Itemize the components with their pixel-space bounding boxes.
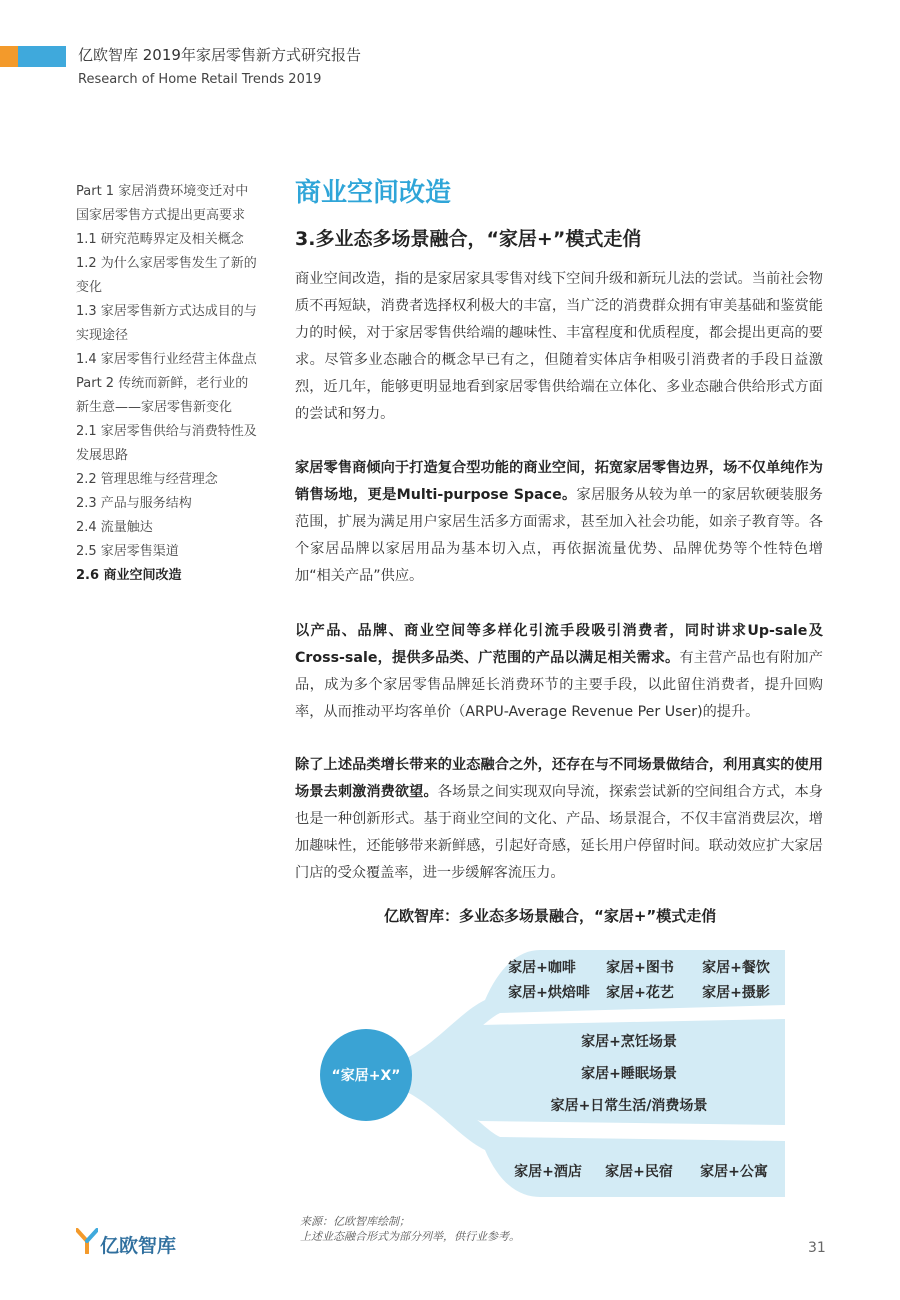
branch1-item: 家居+餐饮 xyxy=(702,960,770,976)
branch1-item: 家居+花艺 xyxy=(606,985,674,1001)
home-plus-diagram xyxy=(300,945,800,1205)
branch1-item: 家居+咖啡 xyxy=(508,960,576,976)
paragraph-3-body: 有主营产品也有附加产品，成为多个家居零售品牌延长消费环节的主要手段，以此留住消费者，提升回购率，从而推动平均客单价（ARPU-Average Revenue Per User)的提升。 xyxy=(295,650,823,720)
paragraph-4-lead: 除了上述品类增长带来的业态融合之外，还存在与不同场景做结合，利用真实的使用场景去刺激消费欲望。 xyxy=(295,757,823,800)
paragraph-1: 商业空间改造，指的是家居家具零售对线下空间升级和新玩儿法的尝试。当前社会物质不再短缺，消费者选择权利极大的丰富，当广泛的消费群众拥有审美基础和鉴赏能力的时候，对于家居零售供给端的趣味性、丰富程度和优质程度，都会提出更高的要求。尽管多业态融合的概念早已有之，但随着实体店争相吸引消费者的手段日益激烈，近几年，能够更明显地看到家居零售供给端在立体化、多业态融合供给形式方面的尝试和努力。 xyxy=(295,271,823,422)
branch3-item: 家居+民宿 xyxy=(605,1164,673,1180)
branch2-item: 家居+日常生活/消费场景 xyxy=(550,1098,708,1114)
branch2-item: 家居+烹饪场景 xyxy=(581,1034,677,1050)
toc-item[interactable]: 2.4 流量触达 xyxy=(76,520,153,535)
branch3-item: 家居+公寓 xyxy=(700,1164,768,1180)
page-number: 31 xyxy=(808,1240,826,1256)
source-note xyxy=(300,1214,520,1244)
report-subtitle: Research of Home Retail Trends 2019 xyxy=(78,72,322,87)
toc-item[interactable]: Part 1 家居消费环境变迁对中 xyxy=(76,184,249,199)
toc-item-active[interactable]: 2.6 商业空间改造 xyxy=(76,568,182,583)
logo-icon xyxy=(76,1228,98,1254)
paragraph-4-body: 各场景之间实现双向导流，探索尝试新的空间组合方式，本身也是一种创新形式。基于商业空间的文化、产品、场景混合，不仅丰富消费层次，增加趣味性，还能够带来新鲜感，引起好奇感，延长用户停留时间。联动效应扩大家居门店的受众覆盖率，进一步缓解客流压力。 xyxy=(295,784,823,881)
toc-item[interactable]: 实现途径 xyxy=(76,328,129,343)
section-title: 商业空间改造 xyxy=(295,178,452,208)
figure-title: 亿欧智库：多业态多场景融合，“家居+”模式走俏 xyxy=(384,907,717,925)
toc-item[interactable]: Part 2 传统而新鲜，老行业的 xyxy=(76,376,249,391)
toc-item[interactable]: 变化 xyxy=(76,280,103,295)
paragraph-2-lead: 家居零售商倾向于打造复合型功能的商业空间，拓宽家居零售边界，场不仅单纯作为销售场地，更是Multi-purpose Space。 xyxy=(295,460,823,503)
source-line-2: 上述业态融合形式为部分列举，供行业参考。 xyxy=(300,1230,520,1243)
toc-item[interactable]: 1.3 家居零售新方式达成目的与 xyxy=(76,304,257,319)
header-accent-blue xyxy=(18,46,66,67)
branch3-item: 家居+酒店 xyxy=(514,1164,582,1180)
toc-item[interactable]: 2.3 产品与服务结构 xyxy=(76,496,192,511)
toc-item[interactable]: 新生意——家居零售新变化 xyxy=(76,400,233,415)
paragraph-3 xyxy=(295,618,823,726)
toc-item[interactable]: 1.1 研究范畴界定及相关概念 xyxy=(76,232,244,247)
logo-text: 亿欧智库 xyxy=(100,1235,177,1257)
toc-item[interactable]: 2.5 家居零售渠道 xyxy=(76,544,179,559)
subsection-title: 3.多业态多场景融合，“家居+”模式走俏 xyxy=(295,228,642,250)
source-line-1: 来源：亿欧智库绘制； xyxy=(300,1215,410,1228)
center-label: “家居+X” xyxy=(331,1068,401,1084)
table-of-contents xyxy=(76,180,266,588)
branch1-item: 家居+图书 xyxy=(606,960,674,976)
toc-item[interactable]: 2.2 管理思维与经营理念 xyxy=(76,472,218,487)
branch2-item: 家居+睡眠场景 xyxy=(581,1066,677,1082)
toc-item[interactable]: 2.1 家居零售供给与消费特性及 xyxy=(76,424,257,439)
branch1-item: 家居+烘焙啡 xyxy=(508,985,590,1001)
header-accent-orange xyxy=(0,46,18,67)
paragraph-4 xyxy=(295,752,823,887)
paragraph-2 xyxy=(295,455,823,590)
paragraph-3-lead: 以产品、品牌、商业空间等多样化引流手段吸引消费者，同时讲求Up-sale及Cross-sale，提供多品类、广范围的产品以满足相关需求。 xyxy=(295,623,823,666)
branch1-item: 家居+摄影 xyxy=(702,985,770,1001)
report-title: 亿欧智库 2019年家居零售新方式研究报告 xyxy=(78,46,361,64)
toc-item[interactable]: 国家居零售方式提出更高要求 xyxy=(76,208,246,223)
toc-item[interactable]: 发展思路 xyxy=(76,448,129,463)
toc-item[interactable]: 1.4 家居零售行业经营主体盘点 xyxy=(76,352,257,367)
paragraph-2-body: 家居服务从较为单一的家居软硬装服务范围，扩展为满足用户家居生活多方面需求，甚至加入社会功能，如亲子教育等。各个家居品牌以家居用品为基本切入点，再依据流量优势、品牌优势等个性特色增加“相关产品”供应。 xyxy=(295,487,823,584)
toc-item[interactable]: 1.2 为什么家居零售发生了新的 xyxy=(76,256,257,271)
